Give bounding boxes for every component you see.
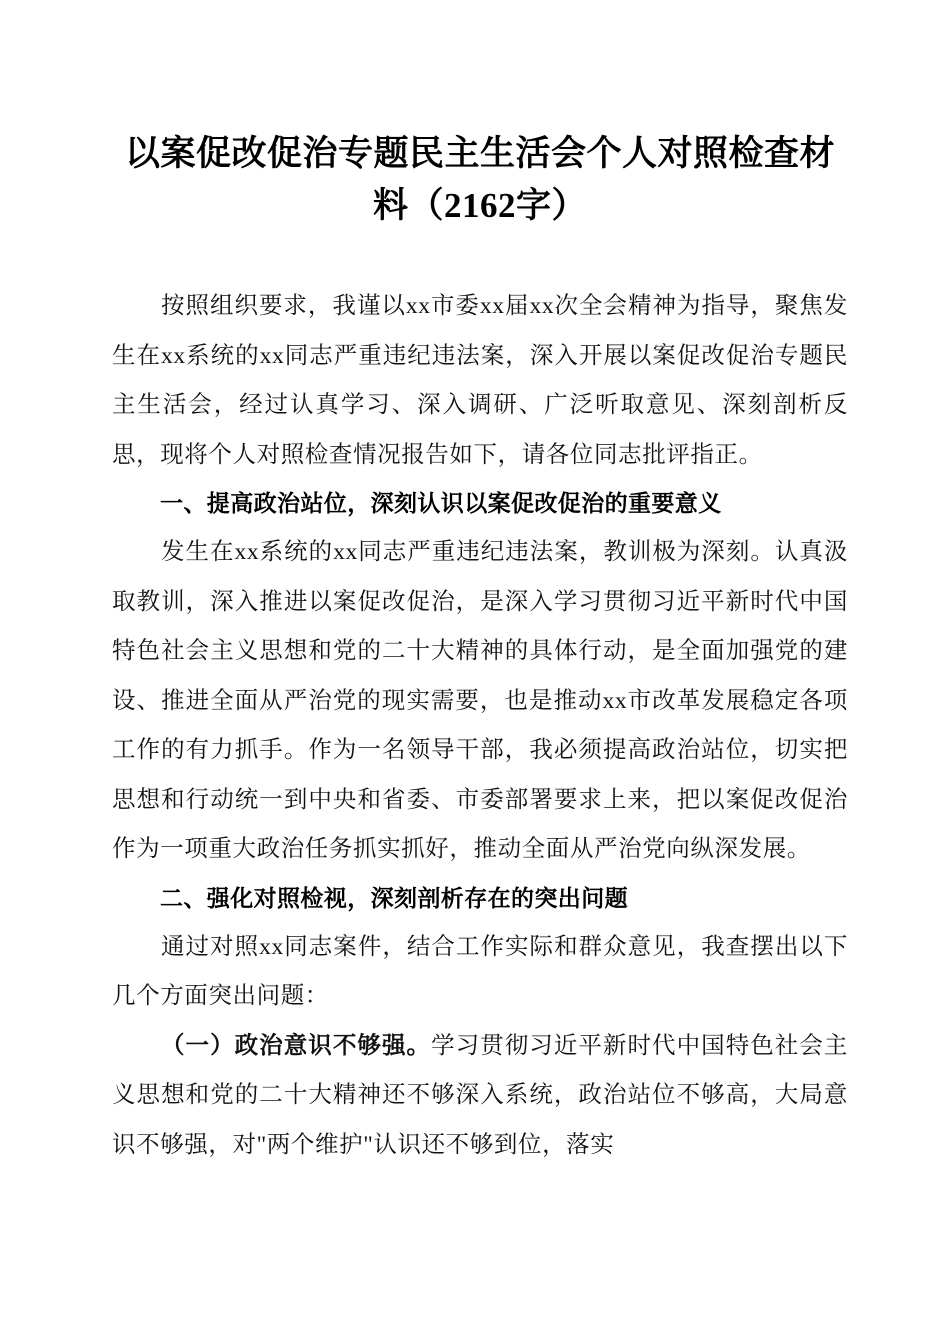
intro-paragraph: 按照组织要求，我谨以xx市委xx届xx次全会精神为指导，聚焦发生在xx系统的xx同志严重违纪违法案，深入开展以案促改促治专题民主生活会，经过认真学习、深入调研、广泛听取意见、深刻剖析反思，现将个人对照检查情况报告如下，请各位同志批评指正。 (112, 293, 848, 468)
page-title-line-1: 以案促改促治专题民主生活会个人对照检查材 (124, 134, 835, 173)
section-2-paragraph-1: 通过对照xx同志案件，结合工作实际和群众意见，我查摆出以下几个方面突出问题： (112, 933, 848, 1009)
section-2-item-1 (112, 1022, 848, 1171)
page-title-line-2: 料（2162字） (372, 186, 587, 225)
section-2-item-1-text: 学习贯彻习近平新时代中国特色社会主义思想和党的二十大精神还不够深入系统，政治站位不够高，大局意识不够强，对"两个维护"认识还不够到位，落实 (112, 1032, 848, 1158)
section-heading-2: 二、强化对照检视，深刻剖析存在的突出问题 (160, 885, 628, 912)
document-content-column (112, 0, 848, 1170)
section-heading-1: 一、提高政治站位，深刻认识以案促改促治的重要意义 (160, 491, 722, 517)
page-title (112, 0, 848, 232)
section-1-paragraph-1: 发生在xx系统的xx同志严重违纪违法案，教训极为深刻。认真汲取教训，深入推进以案促改促治，是深入学习贯彻习近平新时代中国特色社会主义思想和党的二十大精神的具体行动，是全面加强党的建设、推进全面从严治党的现实需要，也是推动xx市改革发展稳定各项工作的有力抓手。作为一名领导干部，我必须提高政治站位，切实把思想和行动统一到中央和省委、市委部署要求上来，把以案促改促治作为一项重大政治任务抓实抓好，推动全面从严治党向纵深发展。 (112, 539, 848, 862)
title-bottom-spacer (112, 232, 848, 282)
section-2-item-1-lead: （一）政治意识不够强。 (161, 1032, 432, 1059)
